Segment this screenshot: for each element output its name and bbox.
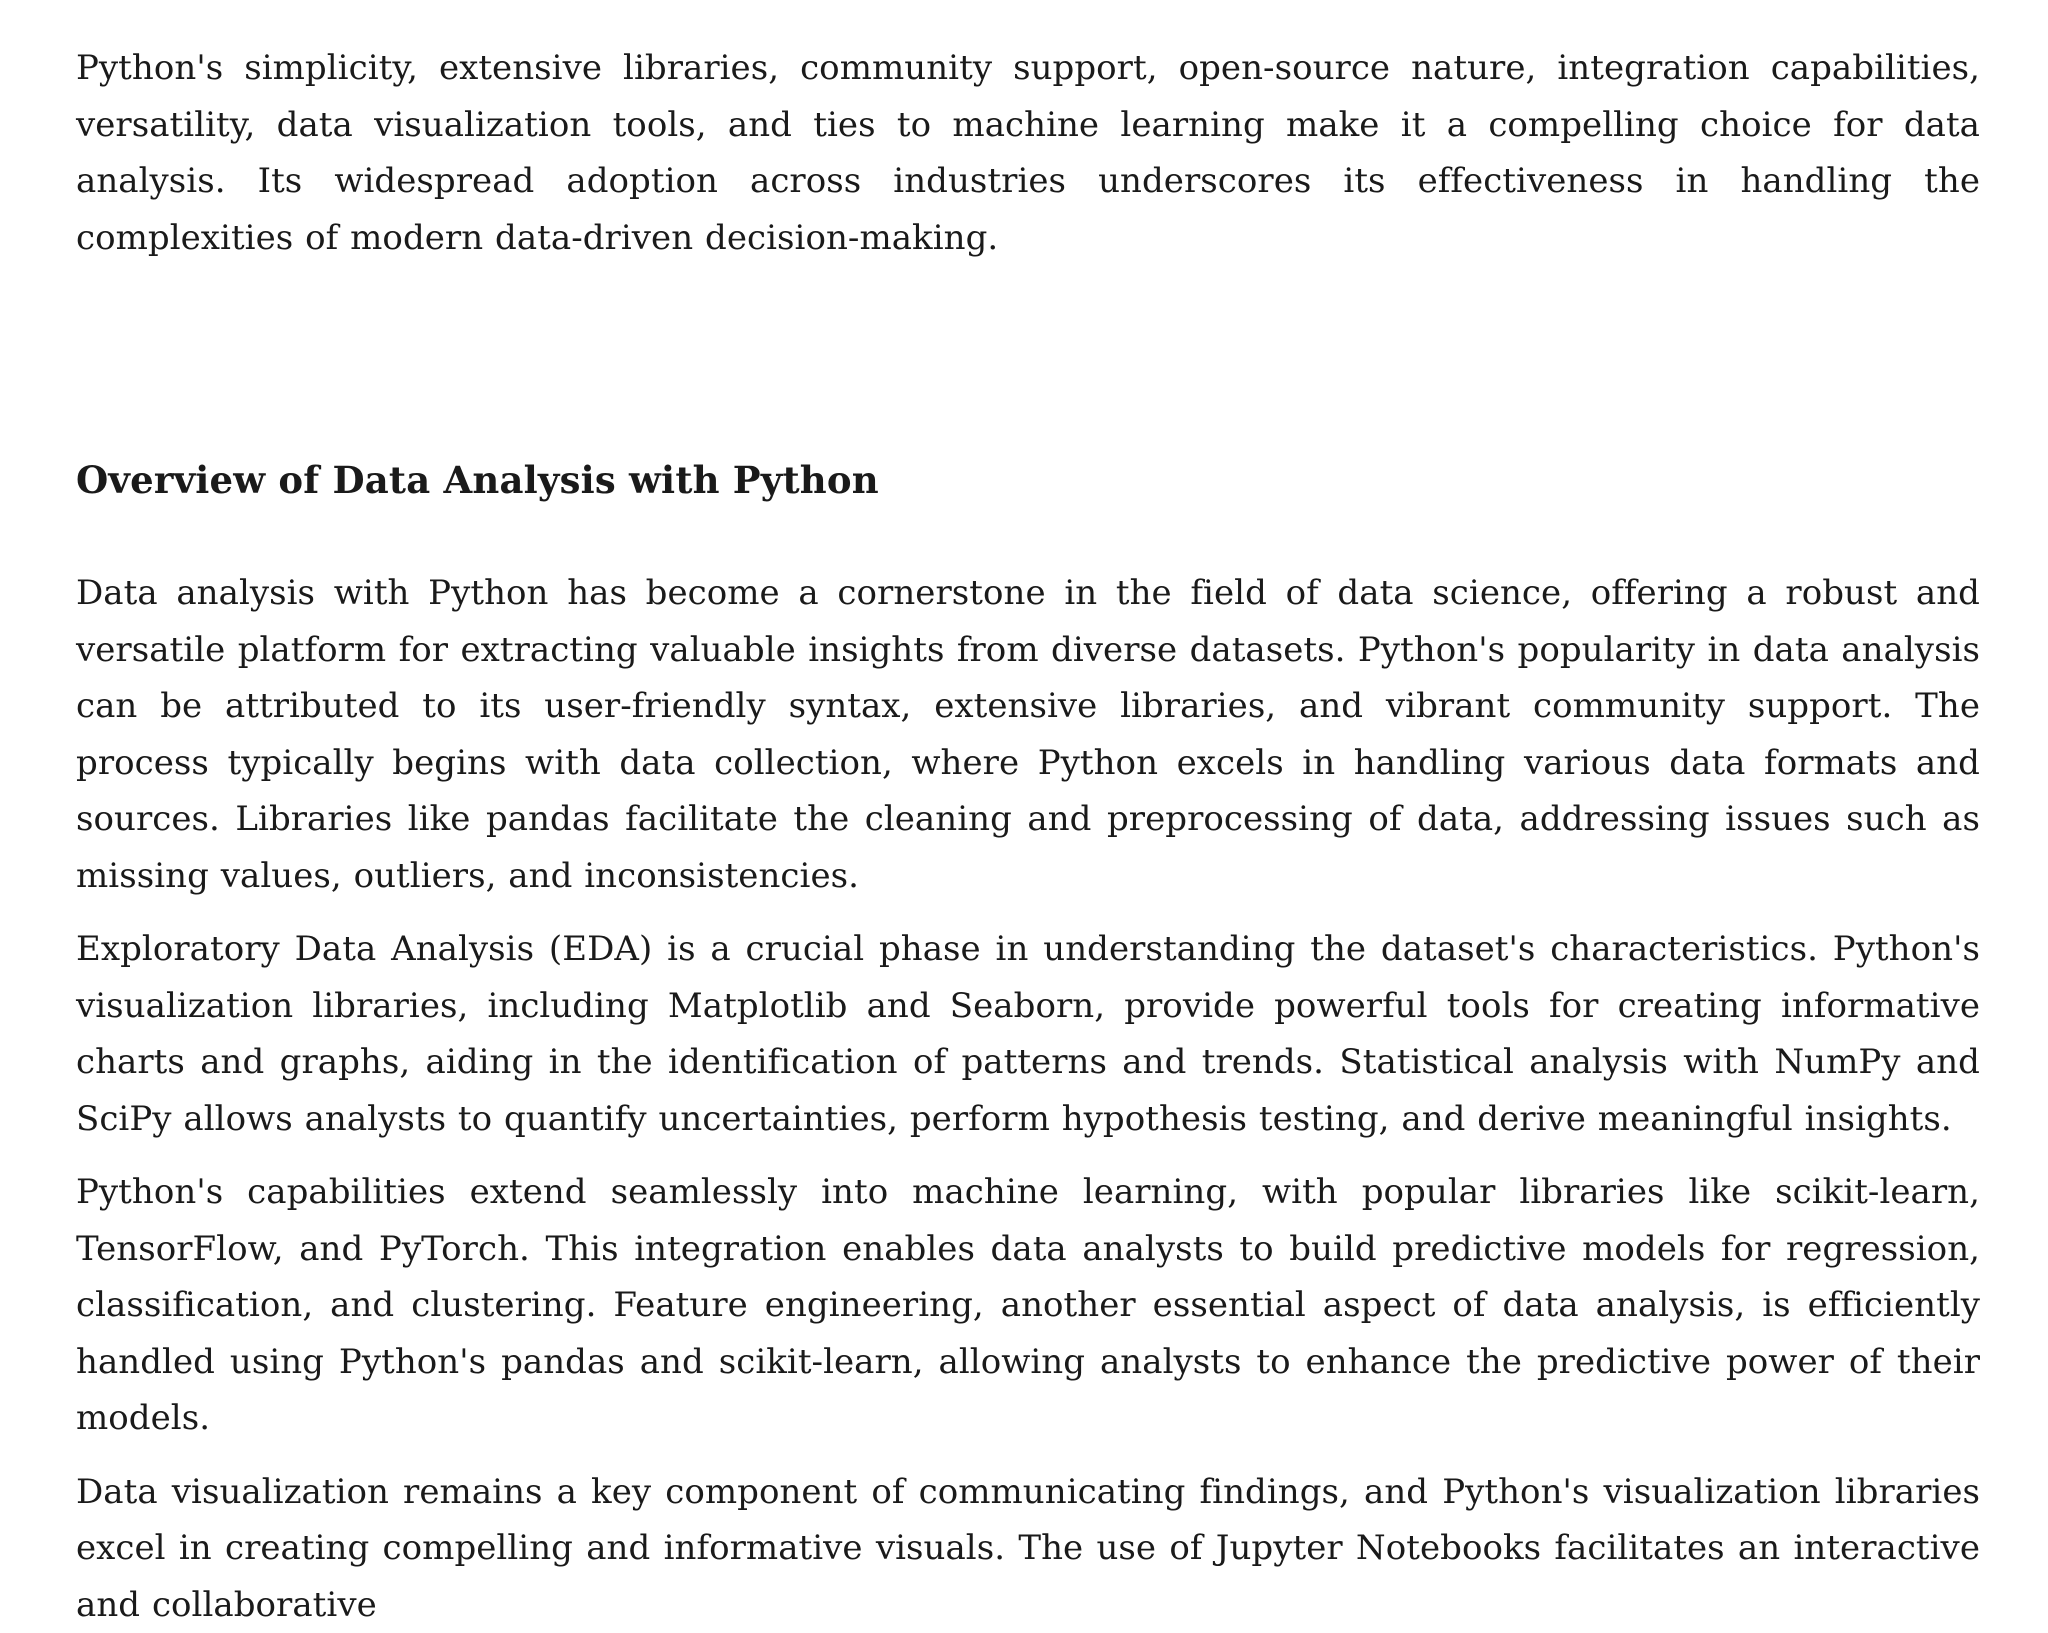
- section-body: [76, 565, 1980, 1633]
- section-paragraph-4: Data visualization remains a key component of communicating findings, and Python's visualization libraries excel in creating compelling and informative visuals. The use of Jupyter Notebooks facilitates an interactive and collaborative: [76, 1464, 1980, 1633]
- section-heading: Overview of Data Analysis with Python: [76, 454, 879, 506]
- document-page: [76, 40, 1980, 266]
- section-paragraph-2: Exploratory Data Analysis (EDA) is a crucial phase in understanding the dataset's characteristics. Python's visualization libraries, including Matplotlib and Seaborn, provide powerful tools for creating informative charts and graphs, aiding in the identification of patterns and trends. Statistical analysis with NumPy and SciPy allows analysts to quantify uncertainties, perform hypothesis testing, and derive meaningful insights.: [76, 921, 1980, 1147]
- section-paragraph-3: Python's capabilities extend seamlessly into machine learning, with popular libraries like scikit-learn, TensorFlow, and PyTorch. This integration enables data analysts to build predictive models for regression, classification, and clustering. Feature engineering, another essential aspect of data analysis, is efficiently handled using Python's pandas and scikit-learn, allowing analysts to enhance the predictive power of their models.: [76, 1164, 1980, 1447]
- section-paragraph-1: Data analysis with Python has become a cornerstone in the field of data science, offering a robust and versatile platform for extracting valuable insights from diverse datasets. Python's popularity in data analysis can be attributed to its user-friendly syntax, extensive libraries, and vibrant community support. The process typically begins with data collection, where Python excels in handling various data formats and sources. Libraries like pandas facilitate the cleaning and preprocessing of data, addressing issues such as missing values, outliers, and inconsistencies.: [76, 565, 1980, 904]
- intro-paragraph: Python's simplicity, extensive libraries, community support, open-source nature, integration capabilities, versatility, data visualization tools, and ties to machine learning make it a compelling choice for data analysis. Its widespread adoption across industries underscores its effectiveness in handling the complexities of modern data-driven decision-making.: [76, 40, 1980, 266]
